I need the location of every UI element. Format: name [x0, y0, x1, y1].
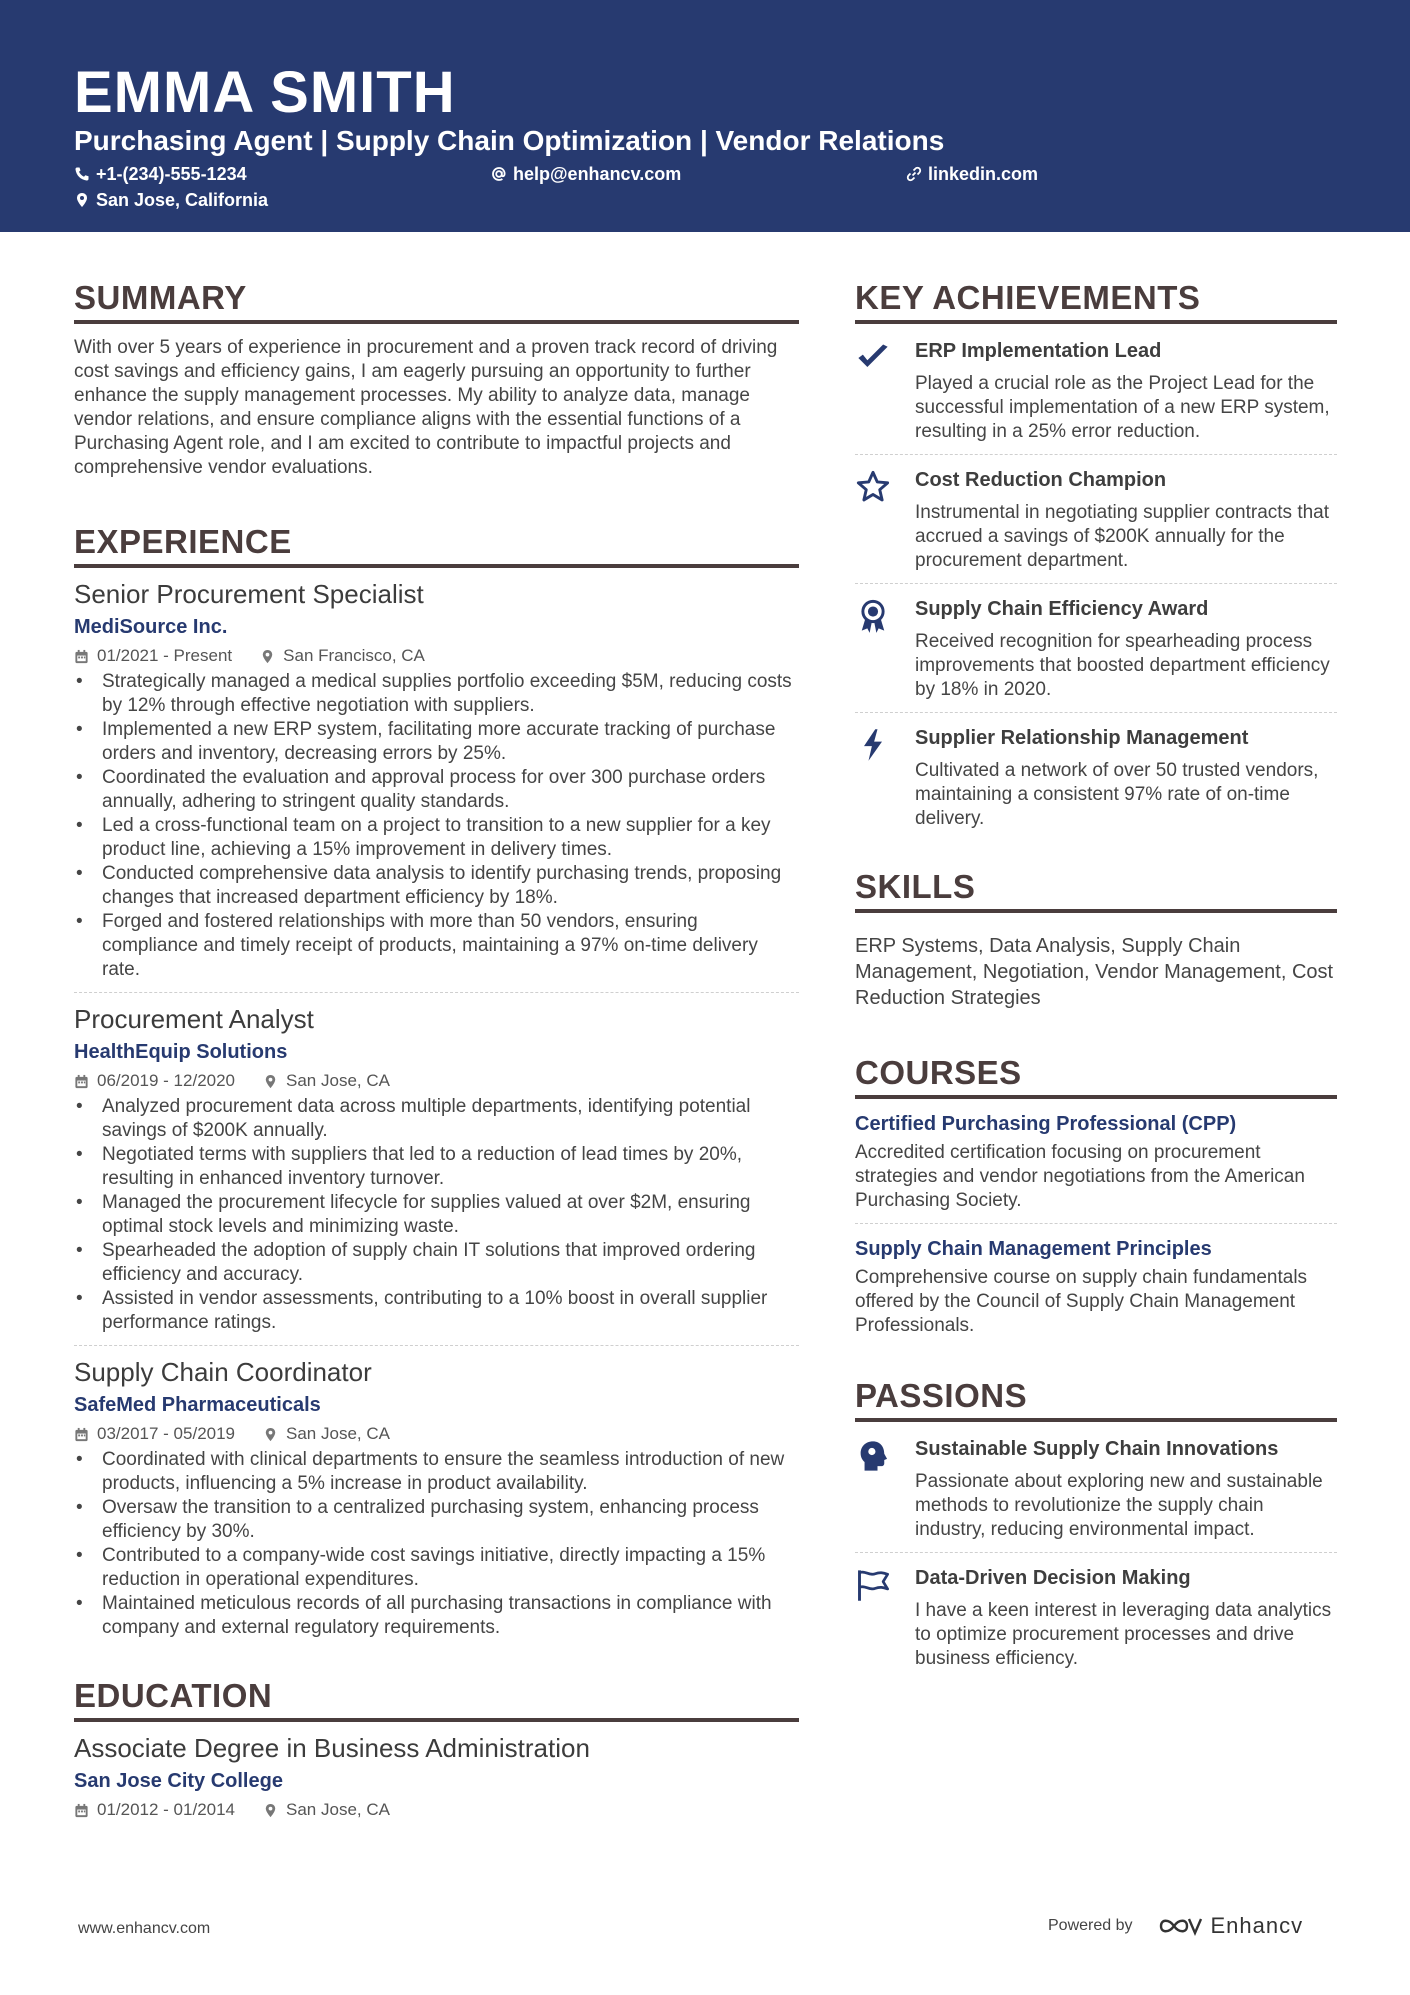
job-meta [74, 1070, 799, 1092]
location-pin-icon [263, 1427, 278, 1442]
achievement-item [855, 596, 1337, 702]
job-location: San Jose, CA [286, 1424, 390, 1443]
passion-title: Sustainable Supply Chain Innovations [915, 1438, 1279, 1460]
achievement-title: Supplier Relationship Management [915, 727, 1249, 749]
passion-item [855, 1565, 1337, 1671]
list-item: • Managed the procurement lifecycle for supplies valued at over $2M, ensuring optimal stock levels and minimizing waste. [74, 1191, 799, 1239]
education-dates: 01/2012 - 01/2014 [97, 1800, 236, 1819]
footer-website[interactable]: www.enhancv.com [78, 1920, 211, 1937]
company-name: HealthEquip Solutions [74, 1041, 288, 1063]
course-title: Supply Chain Management Principles [855, 1238, 1212, 1260]
education-section [74, 1676, 799, 1821]
job-entry [74, 1003, 799, 1335]
course-item [855, 1236, 1337, 1338]
location-pin-icon [263, 1074, 278, 1089]
degree-title: Associate Degree in Business Administration [74, 1733, 590, 1763]
job-dates: 06/2019 - 12/2020 [97, 1071, 236, 1090]
divider [855, 1223, 1337, 1224]
achievement-item [855, 467, 1337, 573]
job-entry [74, 1356, 799, 1640]
list-item: • Led a cross-functional team on a project to transition to a new supplier for a key product line, achieving a 15% improvement in delivery times. [74, 814, 799, 862]
achievement-item [855, 338, 1337, 444]
list-item: • Negotiated terms with suppliers that led to a reduction of lead times by 20%, resulting in enhanced inventory turnover. [74, 1143, 799, 1191]
achievement-desc: Cultivated a network of over 50 trusted vendors, maintaining a consistent 97% rate of on-time delivery. [915, 760, 1319, 829]
divider [855, 1552, 1337, 1553]
job-meta [74, 645, 799, 667]
company-name: MediSource Inc. [74, 616, 228, 638]
enhancv-logo-icon [1157, 1914, 1203, 1938]
passion-title: Data-Driven Decision Making [915, 1567, 1191, 1589]
divider [74, 1345, 799, 1346]
school-name: San Jose City College [74, 1770, 283, 1792]
calendar-icon [74, 1074, 89, 1089]
list-item: • Implemented a new ERP system, facilitating more accurate tracking of purchase orders and inventory, decreasing errors by 25%. [74, 718, 799, 766]
summary-section [74, 278, 799, 480]
job-bullets [74, 670, 799, 982]
star-icon [855, 469, 891, 505]
achievement-desc: Played a crucial role as the Project Lead for the successful implementation of a new ERP system, resulting in a 25% error reduction. [915, 373, 1330, 442]
list-item: • Spearheaded the adoption of supply chain IT solutions that improved ordering efficiency and accuracy. [74, 1239, 799, 1287]
skills-text: ERP Systems, Data Analysis, Supply Chain Management, Negotiation, Vendor Management, Cost Reduction Strategies [855, 935, 1334, 1009]
achievement-title: Supply Chain Efficiency Award [915, 598, 1209, 620]
contact-phone: +1-(234)-555-1234 [74, 163, 247, 185]
job-title: Supply Chain Coordinator [74, 1357, 372, 1387]
candidate-name: EMMA SMITH [74, 60, 456, 125]
job-meta [74, 1423, 799, 1445]
divider [855, 712, 1337, 713]
calendar-icon [74, 649, 89, 664]
location-pin-icon [74, 192, 90, 208]
footer-branding [1048, 1913, 1303, 1939]
skills-section [855, 867, 1337, 1011]
candidate-title: Purchasing Agent | Supply Chain Optimization | Vendor Relations [74, 125, 945, 156]
contact-email[interactable]: help@enhancv.com [491, 163, 681, 185]
job-bullets [74, 1095, 799, 1335]
courses-section [855, 1053, 1337, 1338]
summary-text: With over 5 years of experience in procurement and a proven track record of driving cost savings and efficiency gains, I am eagerly pursuing an opportunity to further enhance the supply management processes. My ability to analyze data, manage vendor relations, and ensure compliance aligns with the essential functions of a Purchasing Agent role, and I am excited to contribute to impactful projects and comprehensive vendor evaluations. [74, 337, 778, 478]
list-item: • Contributed to a company-wide cost savings initiative, directly impacting a 15% reduction in operational expenditures. [74, 1544, 799, 1592]
location-pin-icon [260, 649, 275, 664]
job-location: San Francisco, CA [283, 646, 425, 665]
divider [855, 583, 1337, 584]
experience-section [74, 522, 799, 1640]
contact-linkedin[interactable]: linkedin.com [906, 163, 1038, 185]
calendar-icon [74, 1427, 89, 1442]
achievement-title: ERP Implementation Lead [915, 340, 1162, 362]
section-title-experience: EXPERIENCE [74, 522, 799, 568]
achievement-item [855, 725, 1337, 831]
company-name: SafeMed Pharmaceuticals [74, 1394, 321, 1416]
course-item [855, 1111, 1337, 1213]
contact-location: San Jose, California [74, 189, 268, 211]
list-item: • Oversaw the transition to a centralized purchasing system, enhancing process efficiency by 30%. [74, 1496, 799, 1544]
job-location: San Jose, CA [286, 1071, 390, 1090]
phone-icon [74, 166, 90, 182]
head-icon [855, 1438, 891, 1474]
job-entry [74, 578, 799, 982]
passion-desc: Passionate about exploring new and sustainable methods to revolutionize the supply chain industry, reducing environmental impact. [915, 1471, 1323, 1540]
award-icon [855, 598, 891, 634]
list-item: • Conducted comprehensive data analysis to identify purchasing trends, proposing changes that increased department efficiency by 18%. [74, 862, 799, 910]
course-desc: Comprehensive course on supply chain fundamentals offered by the Council of Supply Chain Management Professionals. [855, 1267, 1308, 1336]
passions-section [855, 1376, 1337, 1671]
bolt-icon [855, 727, 891, 763]
section-title-education: EDUCATION [74, 1676, 799, 1722]
passion-desc: I have a keen interest in leveraging data analytics to optimize procurement processes and drive business efficiency. [915, 1600, 1332, 1669]
list-item: • Assisted in vendor assessments, contributing to a 10% boost in overall supplier performance ratings. [74, 1287, 799, 1335]
divider [74, 992, 799, 993]
list-item: • Analyzed procurement data across multiple departments, identifying potential savings of $200K annually. [74, 1095, 799, 1143]
achievements-section [855, 278, 1337, 831]
job-dates: 03/2017 - 05/2019 [97, 1424, 236, 1443]
job-bullets [74, 1448, 799, 1640]
job-dates: 01/2021 - Present [97, 646, 233, 665]
course-desc: Accredited certification focusing on procurement strategies and vendor negotiations from the American Purchasing Society. [855, 1142, 1305, 1211]
course-title: Certified Purchasing Professional (CPP) [855, 1113, 1237, 1135]
link-icon [906, 166, 922, 182]
location-pin-icon [263, 1803, 278, 1818]
check-icon [855, 340, 891, 376]
education-location: San Jose, CA [286, 1800, 390, 1819]
right-column [855, 278, 1337, 1671]
section-title-passions: PASSIONS [855, 1376, 1337, 1422]
calendar-icon [74, 1803, 89, 1818]
passion-item [855, 1436, 1337, 1542]
list-item: • Maintained meticulous records of all purchasing transactions in compliance with company and external regulatory requirements. [74, 1592, 799, 1640]
achievement-desc: Instrumental in negotiating supplier contracts that accrued a savings of $200K annually for the procurement department. [915, 502, 1330, 571]
brand-logo [1157, 1913, 1304, 1939]
list-item: • Coordinated with clinical departments to ensure the seamless introduction of new products, influencing a 5% increase in product availability. [74, 1448, 799, 1496]
education-meta [74, 1799, 799, 1821]
achievement-title: Cost Reduction Champion [915, 469, 1167, 491]
brand-name: Enhancv [1210, 1913, 1304, 1938]
section-title-courses: COURSES [855, 1053, 1337, 1099]
at-icon [491, 166, 507, 182]
flag-icon [855, 1567, 891, 1603]
list-item: • Coordinated the evaluation and approval process for over 300 purchase orders annually, adhering to stringent quality standards. [74, 766, 799, 814]
section-title-skills: SKILLS [855, 867, 1337, 913]
section-title-summary: SUMMARY [74, 278, 799, 324]
resume-header [0, 0, 1410, 232]
list-item: • Forged and fostered relationships with more than 50 vendors, ensuring compliance and timely receipt of products, maintaining a 97% on-time delivery rate. [74, 910, 799, 982]
job-title: Procurement Analyst [74, 1004, 314, 1034]
section-title-achievements: KEY ACHIEVEMENTS [855, 278, 1337, 324]
powered-by-label: Powered by [1048, 1917, 1133, 1934]
left-column [74, 278, 799, 1821]
job-title: Senior Procurement Specialist [74, 579, 424, 609]
list-item: • Strategically managed a medical supplies portfolio exceeding $5M, reducing costs by 12% through effective negotiation with suppliers. [74, 670, 799, 718]
achievement-desc: Received recognition for spearheading process improvements that boosted department efficiency by 18% in 2020. [915, 631, 1330, 700]
divider [855, 454, 1337, 455]
